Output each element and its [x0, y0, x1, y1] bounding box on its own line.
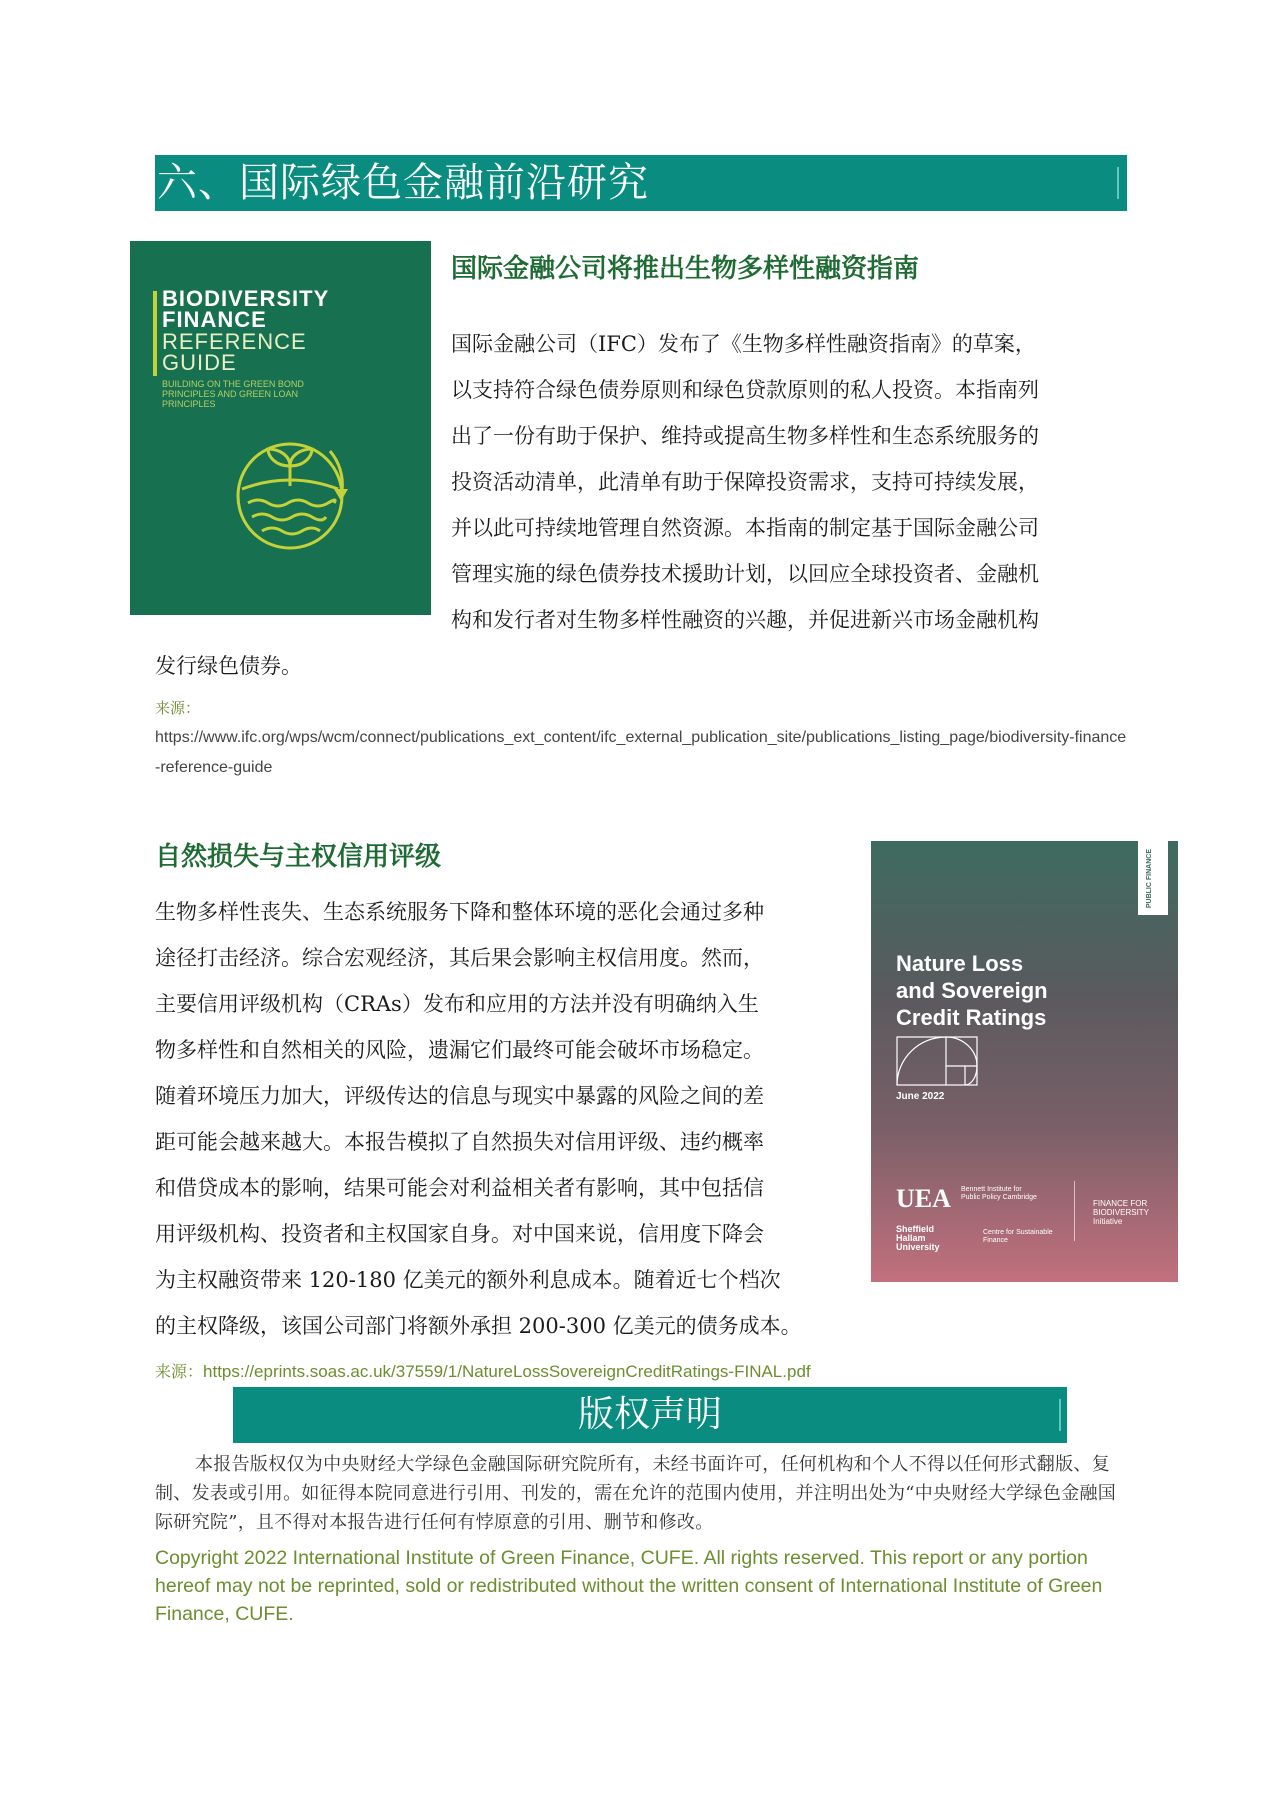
article2-source-link[interactable]: https://eprints.soas.ac.uk/37559/1/NatureLossSovereignCreditRatings-FINAL.pdf — [203, 1362, 811, 1381]
cover-accent-bar — [153, 291, 157, 376]
article2-source — [155, 1357, 811, 1387]
sprout-emblem-icon — [230, 411, 370, 561]
nature-loss-report-cover — [871, 841, 1178, 1282]
sheffield-logo: Sheffield Hallam University — [896, 1224, 940, 1252]
article1-line: 构和发行者对生物多样性融资的兴趣，并促进新兴市场金融机构 — [451, 608, 1039, 632]
uea-logo: UEA — [896, 1184, 951, 1213]
article1-last-line: 发行绿色债券。 — [155, 654, 302, 678]
copyright-en-notice: Copyright 2022 International Institute of Green Finance, CUFE. All rights reserved. This report or any portion hereof may not be reprinted, sold or redistributed without the written consent of International Institute of Green Finance, CUFE. — [155, 1547, 1103, 1625]
public-finance-tag: PUBLIC FINANCE — [1138, 841, 1168, 915]
article2-source-label: 来源： — [155, 1362, 204, 1381]
cover-date: June 2022 — [896, 1091, 945, 1102]
cover-title-light: REFERENCE GUIDE — [162, 329, 307, 375]
article1-source-label: 来源： — [155, 699, 201, 717]
article1-line: 出了一份有助于保护、维持或提高生物多样性和生态系统服务的 — [451, 424, 1039, 448]
article2-body — [155, 889, 855, 1349]
article2-line: 和借贷成本的影响，结果可能会对利益相关者有影响，其中包括信 — [155, 1176, 764, 1200]
banner-tick — [1059, 1399, 1061, 1431]
copyright-banner — [233, 1387, 1067, 1443]
article1-heading: 国际金融公司将推出生物多样性融资指南 — [451, 254, 920, 284]
article2-line: 途径打击经济。综合宏观经济，其后果会影响主权信用度。然而， — [155, 946, 764, 970]
article2-line: 用评级机构、投资者和主权国家自身。对中国来说，信用度下降会 — [155, 1222, 764, 1246]
article2-line: 距可能会越来越大。本报告模拟了自然损失对信用评级、违约概率 — [155, 1130, 764, 1154]
article2-line: 生物多样性丧失、生态系统服务下降和整体环境的恶化会通过多种 — [155, 900, 764, 924]
article2-line: 物多样性和自然相关的风险，遗漏它们最终可能会破坏市场稳定。 — [155, 1038, 764, 1062]
article1-line: 投资活动清单，此清单有助于保障投资需求，支持可持续发展， — [451, 470, 1039, 494]
golden-spiral-icon — [896, 1036, 978, 1086]
csf-logo: Centre for Sustainable Finance — [983, 1229, 1053, 1244]
article1-line: 国际金融公司（IFC）发布了《生物多样性融资指南》的草案， — [451, 332, 1036, 356]
logo-divider — [1074, 1181, 1075, 1241]
copyright-cn-notice: 本报告版权仅为中央财经大学绿色金融国际研究院所有，未经书面许可，任何机构和个人不得以任何形式翻版、复制、发表或引用。如征得本院同意进行引用、刊发的，需在允许的范围内使用，并注明出处为“中央财经大学绿色金融国际研究院”，且不得对本报告进行任何有悖原意的引用、删节和修改。 — [155, 1454, 1117, 1533]
article2-line: 主要信用评级机构（CRAs）发布和应用的方法并没有明确纳入生 — [155, 992, 759, 1016]
article2-heading: 自然损失与主权信用评级 — [155, 842, 442, 872]
biodiversity-guide-cover — [130, 241, 431, 615]
section-title-banner — [155, 155, 1127, 211]
article2-line: 随着环境压力加大，评级传达的信息与现实中暴露的风险之间的差 — [155, 1084, 764, 1108]
bennett-logo: Bennett Institute for Public Policy Cambridge — [961, 1186, 1037, 1201]
article1-line: 并以此可持续地管理自然资源。本指南的制定基于国际金融公司 — [451, 516, 1039, 540]
banner-tick — [1117, 167, 1119, 199]
cover-subtitle: BUILDING ON THE GREEN BOND PRINCIPLES AND GREEN LOAN PRINCIPLES — [162, 379, 304, 409]
cover-title: Nature Loss and Sovereign Credit Ratings — [896, 951, 1048, 1030]
article1-body — [451, 321, 1131, 643]
article2-line: 为主权融资带来 120-180 亿美元的额外利息成本。随着近七个档次 — [155, 1268, 781, 1292]
article2-line: 的主权降级，该国公司部门将额外承担 200-300 亿美元的债务成本。 — [155, 1314, 802, 1338]
section-title: 六、国际绿色金融前沿研究 — [157, 160, 649, 206]
article1-source-link[interactable]: https://www.ifc.org/wps/wcm/connect/publications_ext_content/ifc_external_publication_site/publications_listing_page/biodiversity-finance-reference-guide — [155, 729, 1127, 776]
article1-line: 管理实施的绿色债券技术援助计划，以回应全球投资者、金融机 — [451, 562, 1039, 586]
fbi-logo: FINANCE FOR BIODIVERSITY Initiative — [1093, 1199, 1149, 1226]
article1-line: 以支持符合绿色债券原则和绿色贷款原则的私人投资。本指南列 — [451, 378, 1039, 402]
copyright-title: 版权声明 — [577, 1394, 722, 1435]
cover-title-bold: BIODIVERSITY FINANCE — [162, 286, 330, 332]
